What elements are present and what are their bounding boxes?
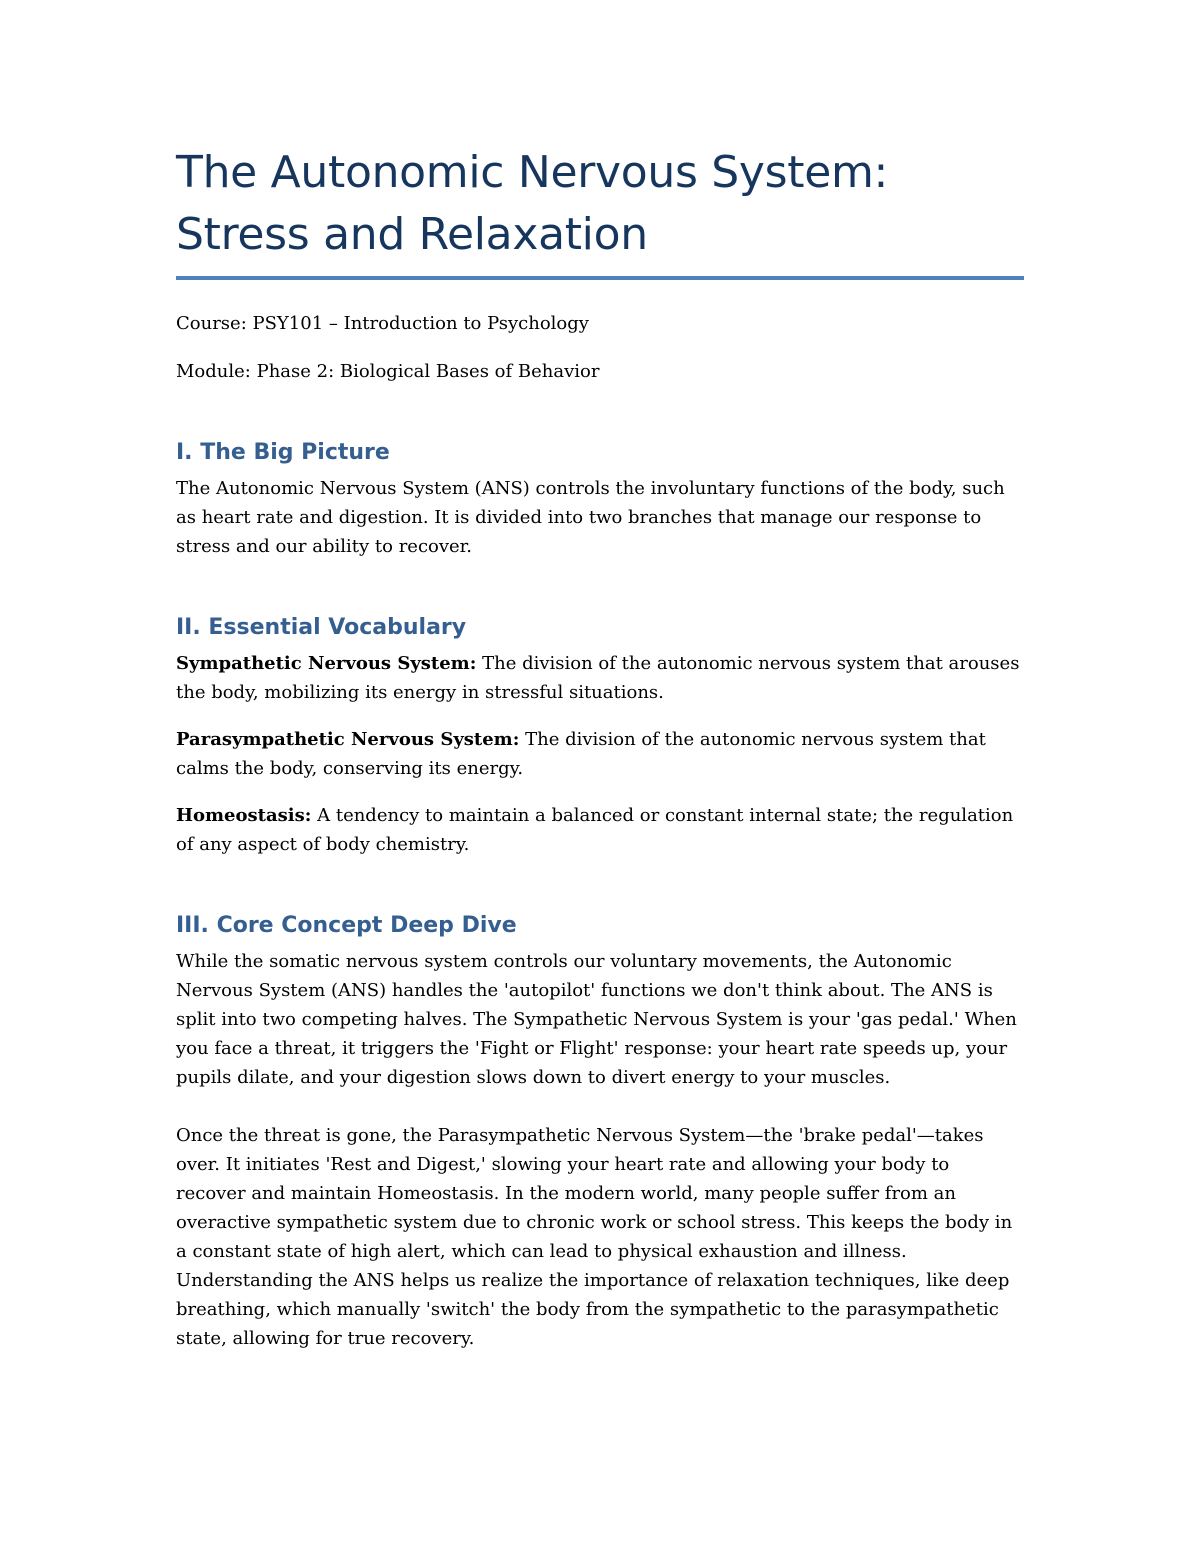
section-heading-vocabulary: II. Essential Vocabulary bbox=[176, 615, 467, 640]
vocab-term: Sympathetic Nervous System: bbox=[176, 653, 477, 674]
vocab-definition: The division of the autonomic nervous system that calms the body, conserving its energy. bbox=[176, 729, 986, 779]
document-content bbox=[176, 142, 1024, 1353]
vocab-term: Homeostasis: bbox=[176, 805, 312, 826]
big-picture-paragraph: The Autonomic Nervous System (ANS) controls the involuntary functions of the body, such as heart rate and digestion. It is divided into two branches that manage our response to stress and our ability to recover. bbox=[176, 478, 1005, 557]
deep-dive-paragraph-2: Once the threat is gone, the Parasympathetic Nervous System—the 'brake pedal'—takes over. It initiates 'Rest and Digest,' slowing your heart rate and allowing your body to recover and maintain Homeostasis. In the modern world, many people suffer from an overactive sympathetic system due to chronic work or school stress. This keeps the body in a constant state of high alert, which can lead to physical exhaustion and illness. Understanding the ANS helps us realize the importance of relaxation techniques, like deep breathing, which manually 'switch' the body from the sympathetic to the parasympathetic state, allowing for true recovery. bbox=[176, 1125, 1013, 1349]
vocab-item-sympathetic bbox=[176, 649, 1024, 707]
vocab-definition: The division of the autonomic nervous system that arouses the body, mobilizing its energy in stressful situations. bbox=[176, 653, 1020, 703]
vocab-term: Parasympathetic Nervous System: bbox=[176, 729, 520, 750]
section-heading-deep-dive: III. Core Concept Deep Dive bbox=[176, 913, 517, 938]
title-underline-rule bbox=[176, 276, 1024, 280]
vocab-definition: A tendency to maintain a balanced or constant internal state; the regulation of any aspect of body chemistry. bbox=[176, 805, 1014, 855]
document-title: The Autonomic Nervous System: Stress and Relaxation bbox=[176, 147, 889, 260]
course-line: Course: PSY101 – Introduction to Psychology bbox=[176, 313, 589, 334]
module-line: Module: Phase 2: Biological Bases of Behavior bbox=[176, 361, 600, 382]
vocab-item-parasympathetic bbox=[176, 725, 1024, 783]
vocab-item-homeostasis bbox=[176, 801, 1024, 859]
deep-dive-paragraph-1: While the somatic nervous system controls our voluntary movements, the Autonomic Nervous System (ANS) handles the 'autopilot' functions we don't think about. The ANS is split into two competing halves. The Sympathetic Nervous System is your 'gas pedal.' When you face a threat, it triggers the 'Fight or Flight' response: your heart rate speeds up, your pupils dilate, and your digestion slows down to divert energy to your muscles. bbox=[176, 951, 1017, 1088]
section-heading-big-picture: I. The Big Picture bbox=[176, 440, 390, 465]
